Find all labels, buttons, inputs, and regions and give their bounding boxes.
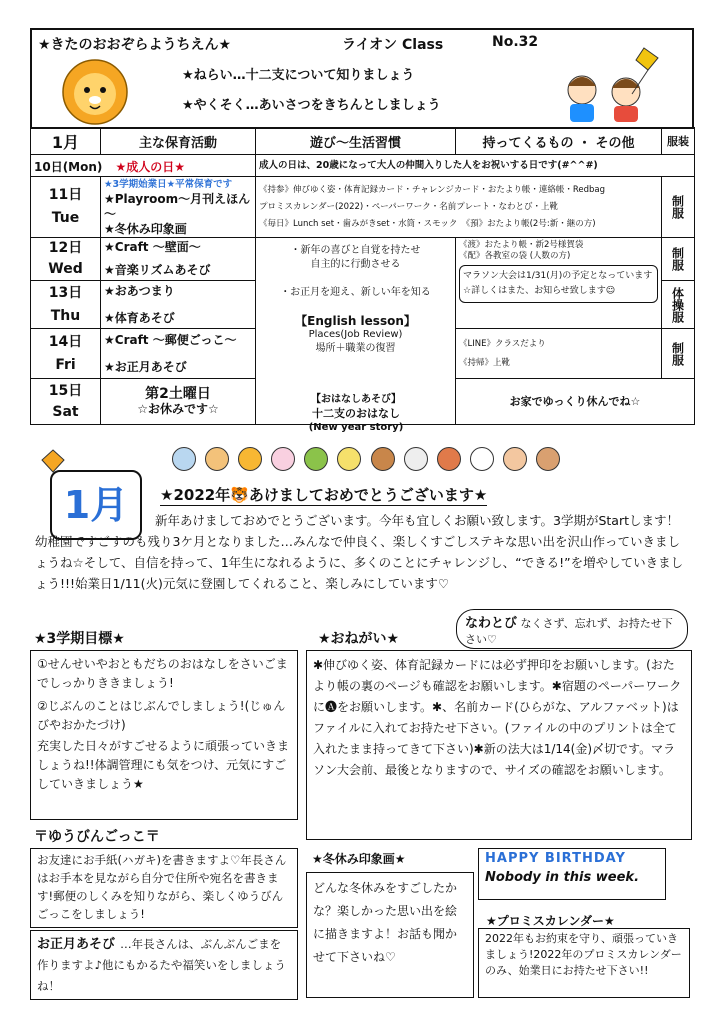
- birthday-box: [478, 848, 666, 900]
- clothes-header: 服装: [662, 128, 695, 155]
- row10-date: 10日(Mon): [34, 160, 103, 174]
- row14-items-1: 《LINE》クラスだより: [459, 338, 546, 349]
- dragon-icon: [304, 447, 328, 471]
- aim-text: ★ねらい…十二支について知りましょう: [182, 68, 415, 83]
- row11-clothes-text: 制服: [670, 195, 685, 219]
- promise-cal-box: [478, 928, 690, 998]
- row13-clothes: [662, 281, 695, 329]
- row15-date: 15日: [48, 382, 83, 399]
- row15-activity-1: 第2土曜日: [145, 385, 211, 402]
- horse-icon: [371, 447, 395, 471]
- birthday-title: HAPPY BIRTHDAY: [485, 851, 626, 866]
- schedule-table: [30, 127, 695, 425]
- row13-activity-2: ★体育あそび: [104, 310, 175, 325]
- row11-activity-1: ★3学期始業日★平常保育です: [104, 179, 233, 190]
- row14-clothes: [662, 329, 695, 379]
- birthday-body: Nobody in this week.: [485, 870, 640, 885]
- row15-day: [31, 379, 101, 425]
- jump-rope-label: なわとび: [465, 616, 518, 631]
- play-line-1: ・新年の喜びと自覚を持たせ: [290, 245, 421, 256]
- row14-day: [31, 329, 101, 379]
- dog-icon: [503, 447, 527, 471]
- row13-date: 13日: [48, 284, 83, 301]
- row12-items: [456, 238, 662, 329]
- row11-items-1: 《持参》伸びゆく姿・体育記録カード・チャレンジカード・おたより帳・連絡帳・Redbag: [259, 184, 605, 195]
- row11-activity: [101, 177, 256, 238]
- greeting-month: 1月: [63, 483, 129, 527]
- row11-day: [31, 177, 101, 238]
- row12-clothes-text: 制服: [670, 247, 685, 271]
- row11-items-2: プロミスカレンダー(2022)・ペーパーワーク・名前プレート・なわとび・上靴: [259, 201, 558, 212]
- row15-activity-2: ☆お休みです☆: [137, 401, 219, 416]
- ox-icon: [205, 447, 229, 471]
- winter-box: [306, 872, 474, 998]
- play-line-6: 場所＋職業の復習: [315, 343, 396, 354]
- row12-dow: Wed: [48, 261, 83, 277]
- row10-cell: [31, 155, 256, 177]
- play-header: 遊び～生活習慣: [256, 128, 456, 155]
- goals-title: ★3学期目標★: [34, 631, 125, 647]
- play-line-8: 十二支のおはなし: [312, 407, 400, 420]
- jump-rope-note: [456, 609, 688, 649]
- promise-cal-body: 2022年もお約束を守り、頑張っていきましょう!2022年のプロミスカレンダーのみ、始業日にお持たせ下さい!!: [485, 932, 682, 977]
- play-line-2: 自主的に行動させる: [310, 259, 401, 270]
- row11-activity-3: ★冬休み印象画: [104, 222, 187, 236]
- newyear-body: …年長さんは、ぶんぶんごまを作りますよ♪他にもかるたや福笑いをしましょうね！: [37, 937, 286, 993]
- rabbit-icon: [271, 447, 295, 471]
- jump-rope-text: なくさず、忘れず、お持たせ下さい♡: [465, 617, 673, 646]
- play-line-7: 【おはなしあそび】: [311, 394, 401, 405]
- header-box: [30, 28, 694, 129]
- activity-header: 主な保育活動: [101, 128, 256, 155]
- row15-items: お家でゆっくり休んでね☆: [456, 379, 695, 425]
- play-story: [256, 393, 456, 435]
- tiger-icon: [238, 447, 262, 471]
- row12-date: 12日: [48, 240, 83, 256]
- row11-dow: Tue: [51, 210, 80, 226]
- sheep-icon: [404, 447, 428, 471]
- row13-activity: [101, 281, 256, 329]
- row12-activity-2: ★音楽リズムあそび: [104, 263, 211, 277]
- request-box: [306, 650, 692, 840]
- row12-items-2: 《配》各教室の袋 (人数の方): [459, 251, 571, 261]
- row12-clothes: [662, 238, 695, 281]
- play-line-4: 【English lesson】: [295, 314, 416, 328]
- row12-day: [31, 238, 101, 281]
- row14-dow: Fri: [55, 356, 76, 373]
- row14-activity-2: ★お正月あそび: [104, 359, 187, 374]
- play-line-3: ・お正月を迎え、新しい年を知る: [280, 287, 431, 298]
- marathon-memo: マラソン大会は1/31(月)の予定となっています☆詳しくはまた、お知らせ致します☺: [459, 265, 658, 303]
- row14-activity: [101, 329, 256, 379]
- goal-3: 充実した日々がすごせるように頑張っていきましょうね!!体調管理にも気をつけ、元気にすごしていきましょう★: [37, 739, 290, 791]
- newyear-box: [30, 930, 298, 1000]
- row14-date: 14日: [48, 333, 83, 350]
- rooster-icon: [470, 447, 494, 471]
- greeting-title: ★2022年🐯あけましておめでとうございます★: [160, 486, 488, 504]
- row14-items-2: 《持帰》上靴: [459, 357, 511, 368]
- promise-cal-title: ★プロミスカレンダー★: [486, 914, 615, 928]
- row11-items-3: 《毎日》Lunch set・歯みがきset・水筒・スモック 《預》おたより帳(2号:新・継の方): [259, 218, 596, 229]
- class-label: ライオン Class: [342, 37, 444, 53]
- winter-title: ★冬休み印象画★: [312, 852, 406, 866]
- row10-event: ★成人の日★: [115, 160, 186, 174]
- promise-text: ★やくそく…あいさつをきちんとしましょう: [182, 98, 441, 113]
- postal-box: [30, 848, 298, 928]
- newyear-title: お正月あそび: [37, 937, 116, 952]
- row11-activity-2: ★Playroom～月刊えほん～: [104, 192, 251, 221]
- request-title: ★おねがい★: [318, 631, 400, 647]
- play-line-9: (New year story): [308, 422, 404, 433]
- row11-clothes: [662, 177, 695, 238]
- monkey-icon: [437, 447, 461, 471]
- snake-icon: [337, 447, 361, 471]
- winter-body: どんな冬休みをすごしたかな？楽しかった思い出を絵に描きますよ！お話も聞かせて下さいね♡: [313, 881, 458, 964]
- row11-date: 11日: [48, 187, 83, 203]
- row15-dow: Sat: [52, 403, 79, 420]
- row14-activity-1: ★Craft ～郵便ごっこ～: [104, 332, 237, 347]
- row12-activity: [101, 238, 256, 281]
- play-line-5: Places(Job Review): [308, 329, 403, 340]
- greeting-body: 新年あけましておめでとうございます。今年も宜しくお願い致します。3学期がStartします！幼稚園ですごすのも残り3ケ月となりました…みんなで仲良く、楽しくすごしステキな思い出を沢山作っていきましょうね☆そして、自信を持って、1年生になれるように、多くのことにチャレンジし、“できる!”を増やしていきましょう!!!始業日1/11(火)元気に登園してくれること、楽しみにしています♡: [35, 513, 684, 591]
- issue-number: No.32: [492, 34, 539, 50]
- row11-items: [256, 177, 662, 238]
- zodiac-animals-row: [170, 447, 650, 477]
- postal-title: 〒ゆうびんごっこ〒: [34, 829, 160, 845]
- rat-icon: [172, 447, 196, 471]
- items-header: 持ってくるもの ・ その他: [456, 128, 662, 155]
- goal-1: ①せんせいやおともだちのおはなしをさいごまでしっかりききましょう!: [37, 657, 288, 690]
- row15-activity: [101, 379, 256, 425]
- row13-clothes-text: 体操服: [670, 286, 685, 323]
- row13-day: [31, 281, 101, 329]
- request-body: ✱伸びゆく姿、体育記録カードには必ず押印をお願いします。(おたより帳の裏のページも確認をお願いします。✱宿題のペーパーワークに🅐をお願いします。✱、名前カード(ひらがな、アルファベット)はファイルに入れてお持たせ下さい。(ファイルの中のプリントは全て入れたまま持ってきて下さい)✱新の法大は1/14(金)〆切です。マラソン大会前、最後となりますので、サイズの確認をお願いします。: [313, 658, 682, 777]
- kids-kite-icon: [552, 44, 662, 126]
- goals-box: [30, 650, 298, 820]
- row12-items-1: 《渡》おたより帳・新2号様賀袋: [459, 240, 584, 250]
- row12-activity-1: ★Craft ～壁面～: [104, 240, 201, 254]
- row14-items: [456, 329, 662, 379]
- row14-clothes-text: 制服: [670, 341, 685, 366]
- lion-icon: [60, 58, 130, 126]
- month-header: 1月: [31, 128, 101, 155]
- row13-dow: Thu: [50, 307, 81, 324]
- school-name: ★きたのおおぞらようちえん★: [38, 37, 232, 53]
- boar-icon: [536, 447, 560, 471]
- postal-body: お友達にお手紙(ハガキ)を書きますよ♡年長さんはお手本を見ながら自分で住所や宛名を書きます!郵便のしくみを知りながら、楽しくゆうびんごっこをしましょう!: [37, 853, 287, 921]
- goal-2: ②じぶんのことはじぶんでしましょう!(じゅんびやおかたづけ): [37, 699, 286, 732]
- row13-activity-1: ★おあつまり: [104, 283, 175, 298]
- row10-note: 成人の日は、20歳になって大人の仲間入りした人をお祝いする日です(#^^#): [256, 155, 695, 177]
